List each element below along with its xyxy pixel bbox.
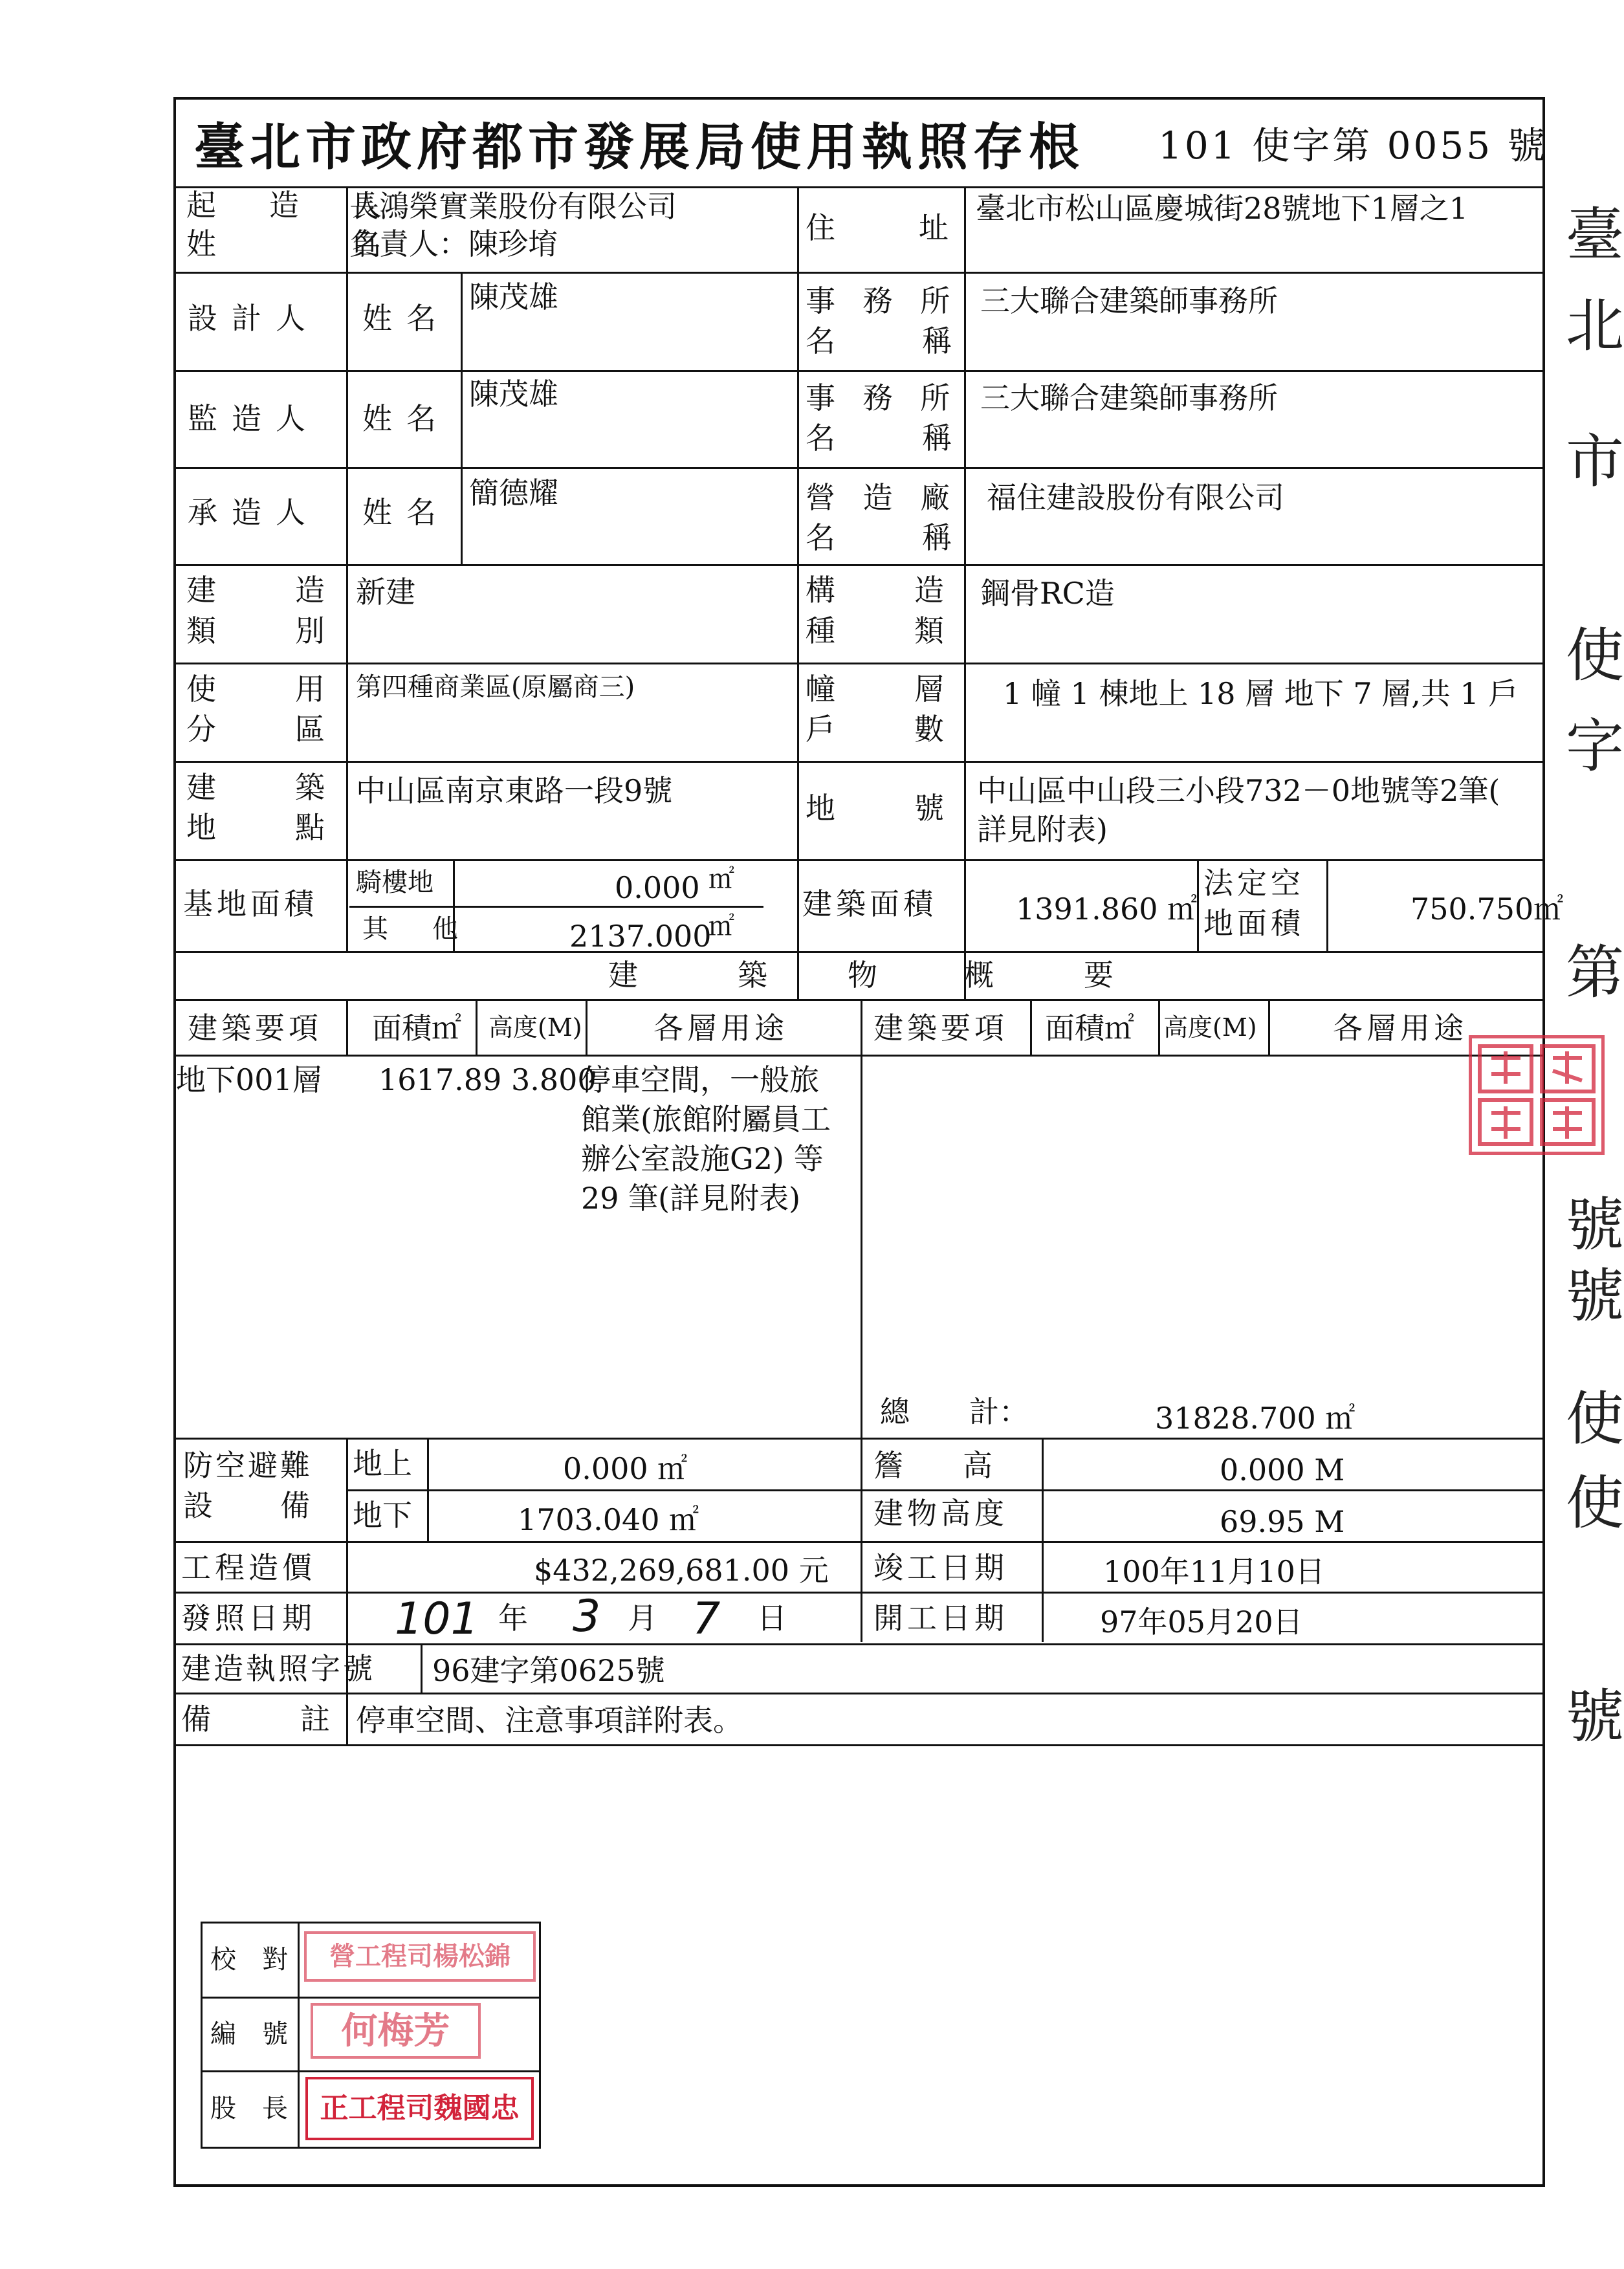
below-value: 1703.040 ㎡ bbox=[518, 1502, 699, 1537]
building-area-value: 1391.860 ㎡ bbox=[1016, 892, 1198, 926]
structure-value: 鋼骨RC造 bbox=[980, 576, 1115, 611]
site-area-label: 基地面積 bbox=[183, 886, 318, 921]
owner-label-2: 姓 名 bbox=[186, 226, 393, 261]
total-label: 總 計： bbox=[880, 1394, 1029, 1429]
designer-office-label-2: 名 稱 bbox=[806, 323, 961, 358]
above-value: 0.000 ㎡ bbox=[563, 1451, 688, 1486]
summary-heading-2: 築 bbox=[738, 958, 767, 992]
shelter-label-2: 設 備 bbox=[183, 1488, 313, 1523]
row-use-line-3: 辦公室設施G2) 等 bbox=[581, 1141, 824, 1176]
supervisor-office-label-2: 名 稱 bbox=[806, 421, 961, 455]
stub-edge-glyph: 使 bbox=[1566, 1385, 1624, 1453]
lot-value-2: 詳見附表) bbox=[977, 812, 1108, 847]
stub-edge-glyph: 臺 bbox=[1566, 201, 1624, 269]
stub-edge-glyph: 號 bbox=[1566, 1683, 1624, 1751]
chief-stamp: 正工程司魏國忠 bbox=[305, 2077, 534, 2140]
start-date-value: 97年05月20日 bbox=[1100, 1605, 1303, 1639]
remarks-value: 停車空間、注意事項詳附表。 bbox=[356, 1703, 743, 1738]
remarks-label: 備 註 bbox=[181, 1702, 330, 1737]
contractor-name-label: 姓名 bbox=[362, 495, 450, 530]
location-value: 中山區南京東路一段9號 bbox=[356, 773, 673, 808]
arcade-unit: ㎡ bbox=[708, 864, 734, 894]
proofread-stamp: 營工程司楊松錦 bbox=[304, 1931, 536, 1982]
completion-label: 竣工日期 bbox=[873, 1550, 1008, 1585]
designer-office: 三大聯合建築師事務所 bbox=[980, 283, 1278, 318]
issue-year: 101 bbox=[395, 1594, 479, 1645]
row-use-line-4: 29 筆(詳見附表) bbox=[581, 1181, 801, 1216]
issue-month-unit: 月 bbox=[628, 1601, 657, 1636]
contractor-name: 簡德耀 bbox=[469, 476, 558, 510]
building-area-label: 建築面積 bbox=[802, 886, 937, 921]
building-height-value: 69.95 M bbox=[1220, 1504, 1345, 1539]
contractor-office-label-1: 營 造 廠 bbox=[806, 480, 960, 515]
row-use-line-1: 停車空間，一般旅 bbox=[581, 1062, 819, 1097]
open-space-label-2: 地面積 bbox=[1203, 906, 1304, 941]
contractor-office: 福住建設股份有限公司 bbox=[987, 480, 1284, 515]
open-space-value: 750.750㎡ bbox=[1410, 892, 1564, 926]
structure-label-1: 構 造 bbox=[806, 573, 950, 608]
stub-edge-glyph: 使 bbox=[1566, 622, 1624, 690]
signoff-chief-label: 股 長 bbox=[210, 2094, 288, 2123]
zoning-label-2: 分 區 bbox=[186, 712, 331, 747]
col-height-right: 高度(M) bbox=[1163, 1013, 1257, 1042]
supervisor-office: 三大聯合建築師事務所 bbox=[980, 380, 1278, 415]
stub-edge-glyph: 字 bbox=[1566, 712, 1624, 780]
issue-month: 3 bbox=[573, 1591, 601, 1642]
owner-address: 臺北市松山區慶城街28號地下1層之1 bbox=[976, 191, 1469, 226]
document-title: 臺北市政府都市發展局使用執照存根 bbox=[194, 118, 1085, 177]
stub-edge-glyph: 號 bbox=[1566, 1262, 1624, 1330]
owner-company: 長鴻榮實業股份有限公司 bbox=[349, 189, 677, 224]
summary-heading-5: 要 bbox=[1084, 958, 1114, 992]
supervisor-name-label: 姓名 bbox=[362, 401, 450, 436]
other-label: 其 他 bbox=[362, 914, 467, 944]
license-value: 96建字第0625號 bbox=[432, 1653, 665, 1688]
floors-value: 1 幢 1 棟地上 18 層 地下 7 層,共 1 戶 bbox=[1003, 676, 1519, 711]
total-value: 31828.700 ㎡ bbox=[1155, 1401, 1355, 1436]
location-label-1: 建 築 bbox=[186, 770, 331, 805]
official-seal-icon bbox=[1469, 1035, 1605, 1155]
supervisor-office-label-1: 事 務 所 bbox=[806, 380, 960, 415]
contractor-office-label-2: 名 稱 bbox=[806, 520, 961, 555]
floors-label-1: 幢 層 bbox=[806, 672, 950, 707]
permit-number: 101 使字第 0055 號 bbox=[1158, 124, 1548, 168]
col-area-right: 面積㎡ bbox=[1045, 1011, 1134, 1046]
build-type-label-2: 類 別 bbox=[186, 613, 331, 648]
stub-edge-glyph: 使 bbox=[1566, 1469, 1624, 1537]
lot-value-1: 中山區中山段三小段732－0地號等2筆( bbox=[977, 773, 1500, 808]
building-height-label: 建物高度 bbox=[873, 1496, 1008, 1531]
summary-heading-1: 建 bbox=[608, 958, 638, 992]
stub-edge-glyph: 第 bbox=[1566, 939, 1624, 1007]
open-space-label-1: 法定空 bbox=[1203, 866, 1304, 901]
row-use-line-2: 館業(旅館附屬員工 bbox=[581, 1102, 831, 1137]
issue-date-label: 發照日期 bbox=[181, 1601, 316, 1636]
col-item-right: 建築要項 bbox=[873, 1011, 1008, 1046]
designer-office-label-1: 事 務 所 bbox=[806, 283, 960, 318]
designer-name-label: 姓名 bbox=[362, 301, 450, 336]
number-stamp: 何梅芳 bbox=[311, 2003, 481, 2059]
cost-label: 工程造價 bbox=[181, 1550, 316, 1585]
shelter-label-1: 防空避難 bbox=[183, 1448, 313, 1483]
designer-role: 設計人 bbox=[188, 301, 320, 336]
contractor-role: 承造人 bbox=[188, 495, 320, 530]
start-date-label: 開工日期 bbox=[873, 1601, 1008, 1636]
row-height: 3.800 bbox=[511, 1062, 597, 1097]
designer-name: 陳茂雄 bbox=[469, 280, 558, 314]
summary-heading-3: 物 bbox=[848, 958, 877, 992]
col-height-left: 高度(M) bbox=[488, 1013, 582, 1042]
col-item-left: 建築要項 bbox=[188, 1011, 322, 1046]
owner-label-1: 起 造 人 bbox=[186, 188, 393, 223]
col-use-left: 各層用途 bbox=[653, 1011, 788, 1046]
lot-label: 地 號 bbox=[806, 791, 950, 826]
row-item: 地下001層 bbox=[176, 1062, 322, 1097]
build-type-value: 新建 bbox=[356, 575, 415, 609]
eave-label: 簷 高 bbox=[873, 1448, 993, 1483]
zoning-value: 第四種商業區(原屬商三) bbox=[356, 672, 635, 702]
arcade-value: 0.000 bbox=[615, 870, 700, 905]
zoning-label-1: 使 用 bbox=[186, 672, 331, 707]
above-label: 地上 bbox=[353, 1446, 412, 1481]
issue-day-unit: 日 bbox=[757, 1601, 787, 1636]
summary-heading-4: 概 bbox=[964, 958, 994, 992]
floors-label-2: 戶 數 bbox=[806, 712, 950, 747]
signoff-proofread-label: 校 對 bbox=[210, 1945, 288, 1975]
issue-year-unit: 年 bbox=[498, 1601, 528, 1636]
issue-day: 7 bbox=[692, 1594, 721, 1645]
other-value: 2137.000 bbox=[569, 919, 712, 954]
stub-edge-glyph: 北 bbox=[1566, 292, 1624, 360]
supervisor-role: 監造人 bbox=[188, 401, 320, 436]
structure-label-2: 種 類 bbox=[806, 613, 950, 648]
completion-value: 100年11月10日 bbox=[1103, 1554, 1325, 1589]
arcade-label: 騎樓地 bbox=[356, 868, 433, 897]
cost-value: $432,269,681.00 元 bbox=[534, 1553, 829, 1588]
other-unit: ㎡ bbox=[708, 912, 734, 941]
build-type-label-1: 建 造 bbox=[186, 573, 331, 608]
col-area-left: 面積㎡ bbox=[372, 1011, 461, 1046]
license-label: 建造執照字號 bbox=[181, 1651, 375, 1686]
below-label: 地下 bbox=[353, 1498, 412, 1533]
address-label-1: 住 bbox=[806, 210, 835, 245]
signoff-number-label: 編 號 bbox=[210, 2019, 288, 2049]
location-label-2: 地 點 bbox=[186, 810, 331, 845]
eave-value: 0.000 M bbox=[1220, 1452, 1345, 1487]
stub-edge-glyph: 市 bbox=[1566, 428, 1624, 496]
col-use-right: 各層用途 bbox=[1333, 1011, 1467, 1046]
stub-edge-glyph: 號 bbox=[1566, 1191, 1624, 1259]
address-label-2: 址 bbox=[919, 210, 949, 245]
supervisor-name: 陳茂雄 bbox=[469, 377, 558, 411]
row-area: 1617.89 bbox=[379, 1062, 502, 1097]
owner-representative: 負責人：陳珍堉 bbox=[349, 226, 558, 261]
